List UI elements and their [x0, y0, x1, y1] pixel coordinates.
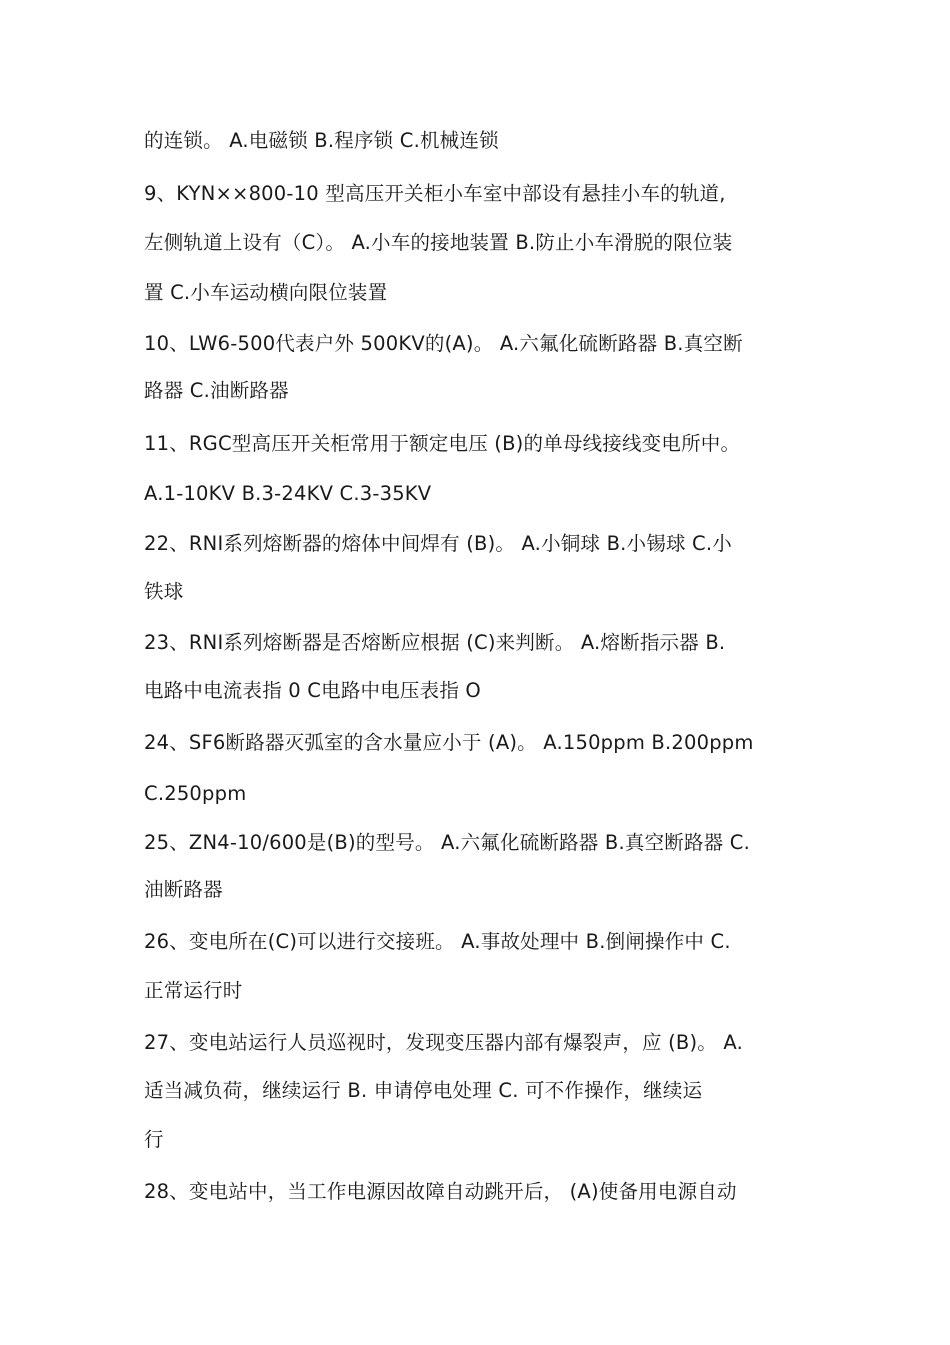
text-line: 行 [144, 1128, 164, 1151]
text-line: 油断路器 [144, 878, 223, 901]
text-line: 的连锁。 A.电磁锁 B.程序锁 C.机械连锁 [144, 129, 499, 152]
text-line: 置 C.小车运动横向限位装置 [144, 281, 388, 304]
text-line: 28、变电站中，当工作电源因故障自动跳开后， (A)使备用电源自动 [144, 1180, 737, 1203]
text-line: 22、RNI系列熔断器的熔体中间焊有 (B)。 A.小铜球 B.小锡球 C.小 [144, 532, 732, 555]
text-line: 电路中电流表指 0 C电路中电压表指 O [144, 679, 481, 702]
text-line: 26、变电所在(C)可以进行交接班。 A.事故处理中 B.倒闸操作中 C. [144, 930, 731, 953]
text-line: 24、SF6断路器灭弧室的含水量应小于 (A)。 A.150ppm B.200ppm [144, 731, 754, 754]
text-line: 适当减负荷，继续运行 B. 申请停电处理 C. 可不作操作，继续运 [144, 1079, 703, 1102]
text-line: 11、RGC型高压开关柜常用于额定电压 (B)的单母线接线变电所中。 [144, 432, 741, 455]
text-line: A.1-10KV B.3-24KV C.3-35KV [144, 482, 432, 505]
text-line: 铁球 [144, 580, 184, 603]
text-line: 路器 C.油断路器 [144, 379, 289, 402]
text-line: 10、LW6-500代表户外 500KV的(A)。 A.六氟化硫断路器 B.真空断 [144, 332, 743, 355]
text-line: C.250ppm [144, 782, 247, 805]
text-line: 27、变电站运行人员巡视时，发现变压器内部有爆裂声，应 (B)。 A. [144, 1031, 743, 1054]
text-line: 25、ZN4-10/600是(B)的型号。 A.六氟化硫断路器 B.真空断路器 C. [144, 831, 750, 854]
text-line: 左侧轨道上设有（C）。 A.小车的接地装置 B.防止小车滑脱的限位装 [144, 231, 733, 254]
text-line: 23、RNI系列熔断器是否熔断应根据 (C)来判断。 A.熔断指示器 B. [144, 631, 726, 654]
text-line: 9、KYN××800-10 型高压开关柜小车室中部设有悬挂小车的轨道, [144, 182, 726, 205]
text-line: 正常运行时 [144, 979, 243, 1002]
